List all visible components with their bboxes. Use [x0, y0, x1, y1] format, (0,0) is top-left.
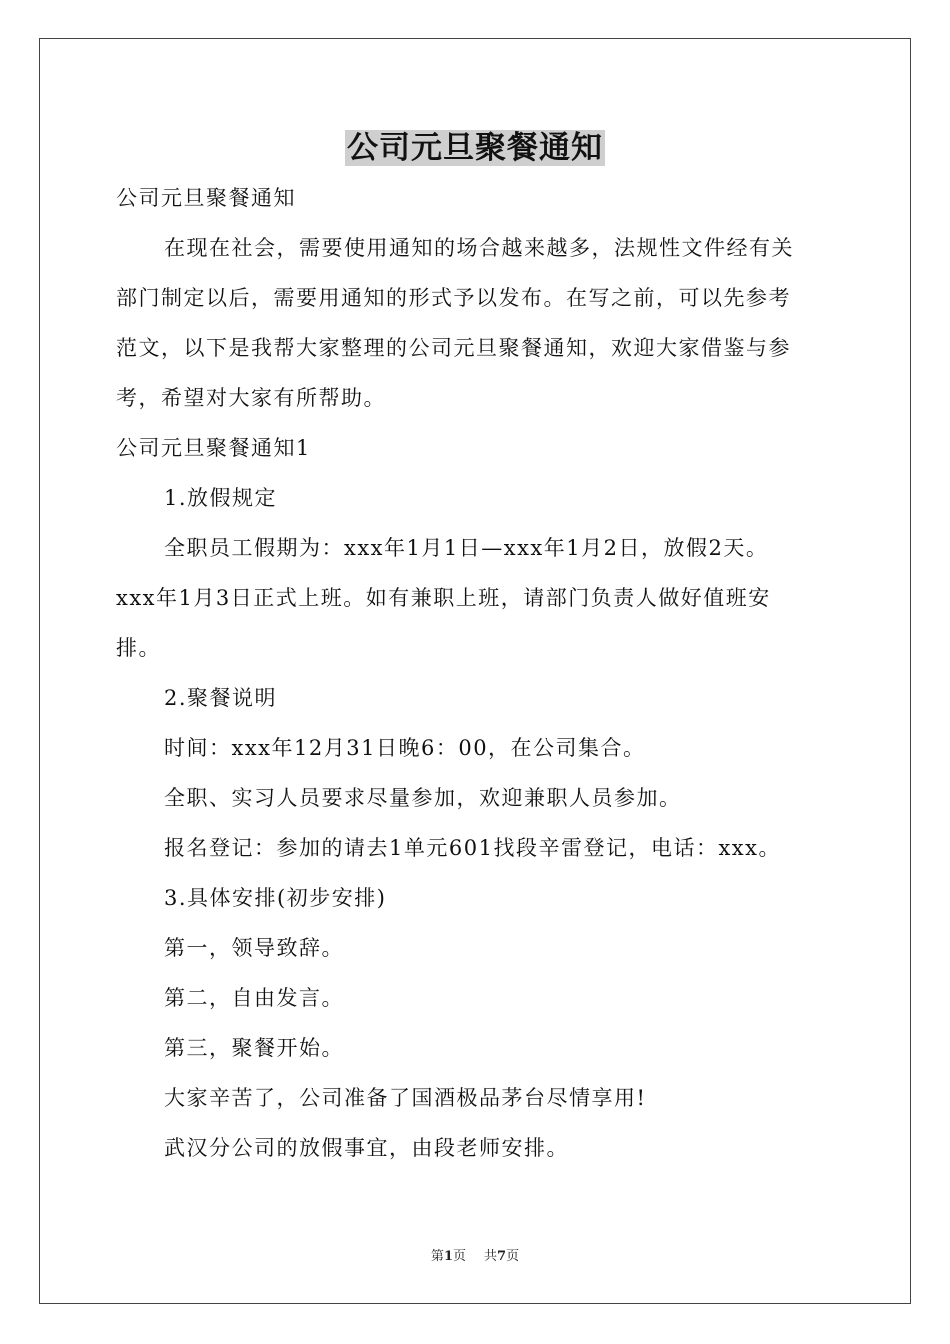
text-line: 报名登记：参加的请去1单元601找段辛雷登记，电话：xxx。: [164, 836, 781, 860]
text-line: 第二，自由发言。: [164, 986, 344, 1010]
text-line: 时间：xxx年12月31日晚6：00，在公司集合。: [164, 736, 646, 760]
text-line: 武汉分公司的放假事宜，由段老师安排。: [164, 1136, 569, 1160]
section-heading: 公司元旦聚餐通知1: [116, 436, 311, 460]
text-line: 全职员工假期为：xxx年1月1日—xxx年1月2日，放假2天。: [164, 536, 769, 560]
text-line: xxx年1月3日正式上班。如有兼职上班，请部门负责人做好值班安: [116, 586, 771, 610]
page-border: [39, 38, 911, 1304]
text-line: 公司元旦聚餐通知: [116, 186, 296, 210]
document-title-text: 公司元旦聚餐通知: [347, 130, 603, 166]
text-line: 考，希望对大家有所帮助。: [116, 386, 386, 410]
text-line: 1.放假规定: [164, 486, 278, 510]
text-line: 部门制定以后，需要用通知的形式予以发布。在写之前，可以先参考: [116, 286, 791, 310]
text-line: 全职、实习人员要求尽量参加，欢迎兼职人员参加。: [164, 786, 682, 810]
page-footer: [0, 1247, 950, 1267]
text-line: 排。: [116, 636, 161, 660]
document-title: [0, 126, 950, 170]
text-line: 3.具体安排(初步安排): [164, 886, 387, 910]
text-line: 2.聚餐说明: [164, 686, 278, 710]
text-line: 第一，领导致辞。: [164, 936, 344, 960]
text-line: 第三，聚餐开始。: [164, 1036, 344, 1060]
total-pages-indicator: 共7页: [484, 1249, 520, 1264]
page-indicator: 第1页: [430, 1249, 466, 1264]
text-line: 大家辛苦了，公司准备了国酒极品茅台尽情享用!: [164, 1086, 647, 1110]
text-line: 范文，以下是我帮大家整理的公司元旦聚餐通知，欢迎大家借鉴与参: [116, 336, 791, 360]
text-line: 在现在社会，需要使用通知的场合越来越多，法规性文件经有关: [164, 236, 794, 260]
